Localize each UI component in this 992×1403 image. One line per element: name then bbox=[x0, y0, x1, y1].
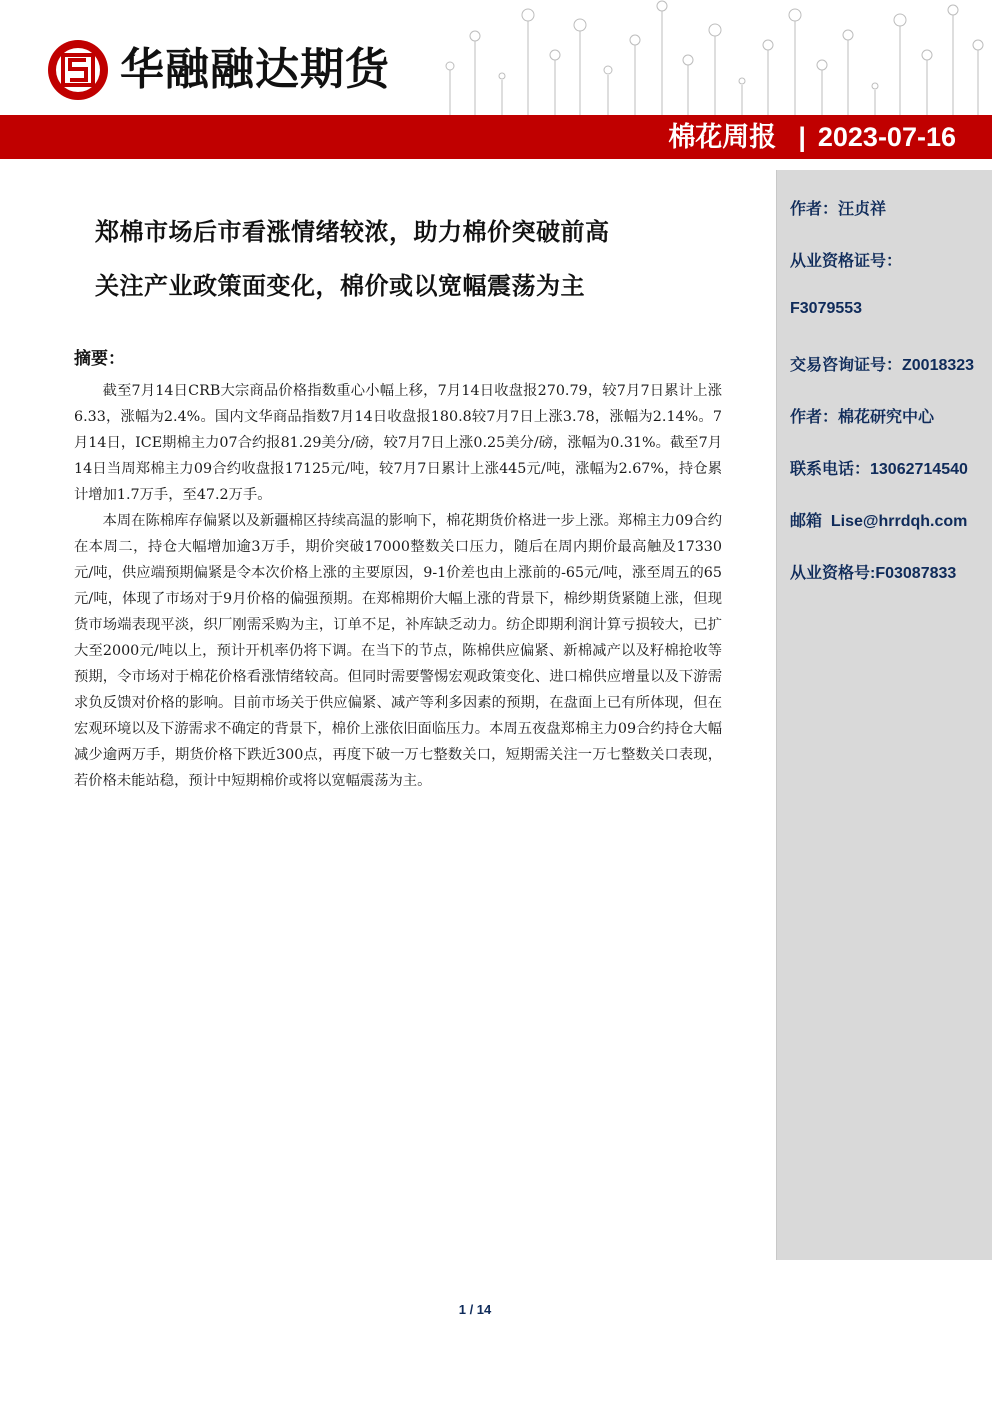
headline-2: 关注产业政策面变化，棉价或以宽幅震荡为主 bbox=[95, 272, 585, 300]
headline-1: 郑棉市场后市看涨情绪较浓，助力棉价突破前高 bbox=[95, 218, 610, 246]
company-logo bbox=[46, 38, 110, 102]
abstract-paragraph: 本周在陈棉库存偏紧以及新疆棉区持续高温的影响下，棉花期货价格进一步上涨。郑棉主力09合约在本周二，持仓大幅增加逾3万手，期价突破17000整数关口压力，随后在周内期价最高触及17330元/吨，供应端预期偏紧是令本次价格上涨的主要原因，9-1价差也由上涨前的-65元/吨，涨至周五的65元/吨，体现了市场对于9月价格的偏强预期。在郑棉期价大幅上涨的背景下，棉纱期货紧随上涨，但现货市场端表现平淡，织厂刚需采购为主，订单不足，补库缺乏动力。纺企即期利润计算亏损较大，已扩大至2000元/吨以上，预计开机率仍将下调。在当下的节点，陈棉供应偏紧、新棉减产以及籽棉抢收等预期，令市场对于棉花价格看涨情绪较高。但同时需要警惕宏观政策变化、进口棉供应增量以及下游需求负反馈对价格的影响。目前市场关于供应偏紧、减产等利多因素的预期，在盘面上已有所体现，但在宏观环境以及下游需求不确定的背景下，棉价上涨依旧面临压力。本周五夜盘郑棉主力09合约持仓大幅减少逾两万手，期货价格下跌近300点，再度下破一万七整数关口，短期需关注一万七整数关口表现，若价格未能站稳，预计中短期棉价或将以宽幅震荡为主。 bbox=[74, 513, 722, 789]
consulting-license: 交易咨询证号：Z0018323 bbox=[790, 357, 975, 374]
page-number: 1 / 14 bbox=[458, 1302, 492, 1317]
author-team: 作者：棉花研究中心 bbox=[790, 409, 935, 426]
contact-phone: 联系电话：13062714540 bbox=[790, 461, 968, 478]
report-date: 2023-07-16 bbox=[817, 122, 956, 152]
header-decoration bbox=[430, 0, 992, 118]
abstract-paragraph: 截至7月14日CRB大宗商品价格指数重心小幅上移，7月14日收盘报270.79，较7月7日累计上涨6.33，涨幅为2.4%。国内文华商品指数7月14日收盘报180.8较7月7日上涨3.78，涨幅为2.14%。7月14日，ICE期棉主力07合约报81.29美分/磅，较7月7日上涨0.25美分/磅，涨幅为0.31%。截至7月14日当周郑棉主力09合约收盘报17125元/吨，较7月7日累计上涨445元/吨，涨幅为2.67%，持仓累计增加1.7万手，至47.2万手。 bbox=[74, 383, 722, 503]
author-sidebar bbox=[776, 170, 992, 1260]
title-separator: | bbox=[798, 122, 806, 152]
license-number: F3079553 bbox=[790, 300, 863, 317]
abstract-label: 摘要： bbox=[74, 349, 125, 369]
abstract-body bbox=[74, 378, 722, 794]
report-type: 棉花周报 bbox=[668, 122, 777, 152]
report-title bbox=[668, 115, 956, 159]
brand-name: 华融融达期货 bbox=[120, 44, 390, 95]
contact-email[interactable]: 邮箱 Lise@hrrdqh.com bbox=[790, 513, 968, 530]
author-name: 作者：汪贞祥 bbox=[790, 201, 887, 218]
qualification-number: 从业资格号:F03087833 bbox=[790, 565, 957, 582]
license-label: 从业资格证号： bbox=[790, 253, 903, 270]
